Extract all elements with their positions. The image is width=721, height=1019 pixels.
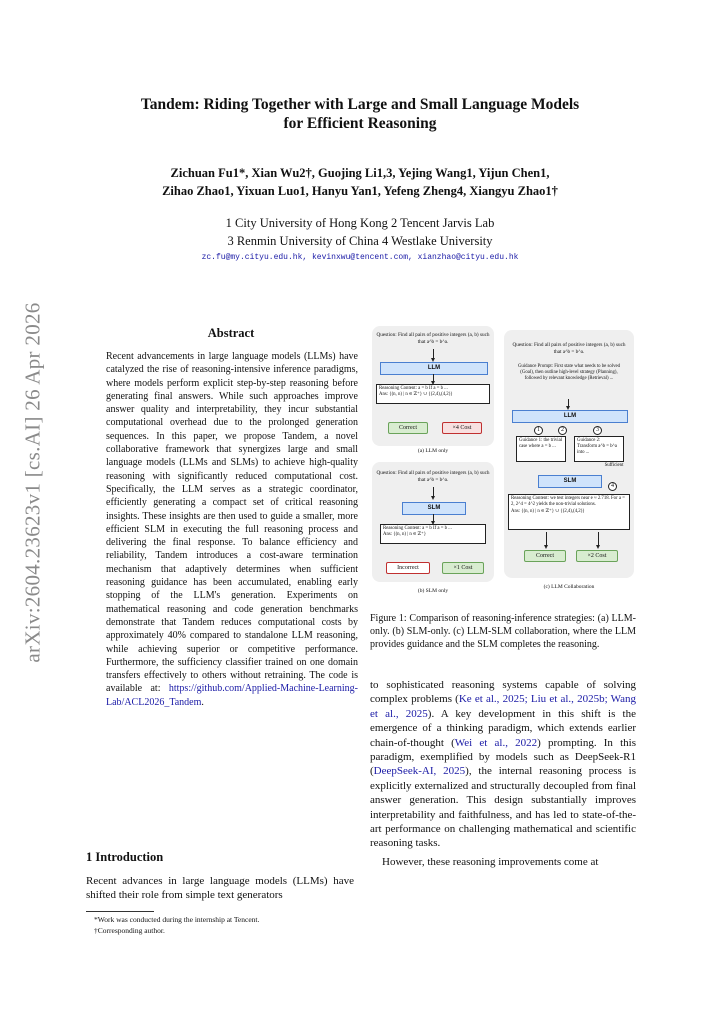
section-heading-introduction: 1 Introduction bbox=[86, 850, 164, 864]
author-emails[interactable]: zc.fu@my.cityu.edu.hk, kevinxwu@tencent.com, xianzhao@cityu.edu.hk bbox=[201, 253, 519, 262]
reasoning-box-b bbox=[380, 524, 486, 544]
intro-paragraph: Recent advances in large language models (LLMs) have shifted their role from simple text generators bbox=[86, 875, 354, 902]
correct-badge-a: Correct bbox=[388, 422, 428, 434]
reasoning-b: Reasoning Content: a = b If a = b ... bbox=[383, 526, 452, 531]
guidance-prompt: Guidance Prompt: First state what needs to be solved (Goal), then outline high-level strategy (Planning), followed by relevant knowledge (Retrieval) ... bbox=[517, 364, 621, 381]
arrow-c1 bbox=[568, 399, 569, 407]
affil-line-2: 3 Renmin University of China 4 Westlake University bbox=[227, 234, 493, 248]
code-link[interactable]: https://github.com/Applied-Machine-Learning-Lab/ACL2026_Tandem bbox=[106, 683, 358, 708]
step-4-marker: 4 bbox=[608, 482, 617, 491]
affil-line-1: 1 City University of Hong Kong 2 Tencent Jarvis Lab bbox=[225, 216, 495, 230]
paper-title bbox=[60, 95, 660, 133]
p1-b: ). A key development in this shift is the emergence of a thinking paradigm, which extends earlier chain-of-thought ( bbox=[370, 707, 636, 749]
p1-d: ), the internal reasoning process is explicitly externalized and structurally decoupled from final answer generation. This design substantially improves interpretability and faithfulness, and has led to state-of-the-art performance on challenging mathematical and scientific reasoning tasks. bbox=[370, 765, 636, 850]
reasoning-c: Reasoning Content: we test integers near e ≈ 2.718. For a = 2, 2^4 = 4^2 yields the non-trivial solutions. bbox=[511, 496, 625, 508]
title-line-2: for Efficient Reasoning bbox=[283, 115, 437, 132]
citation-link-2[interactable]: Wei et al., 2022 bbox=[454, 736, 538, 749]
figure-1 bbox=[368, 322, 636, 608]
figure-caption: Figure 1: Comparison of reasoning-inference strategies: (a) LLM-only. (b) SLM-only. (c) LLM-SLM collaboration, where the LLM provides guidance and the SLM completes the reasoning. bbox=[370, 613, 636, 650]
footnote-rule bbox=[86, 911, 154, 912]
p1-c: ) prompting. In this paradigm, exemplified by models such as DeepSeek-R1 ( bbox=[370, 736, 636, 778]
arrow-b2 bbox=[433, 514, 434, 522]
question-a: Question: Find all pairs of positive integers (a, b) such that a^b = b^a. bbox=[376, 332, 490, 345]
footnote-1: *Work was conducted during the internship at Tencent. bbox=[94, 915, 260, 924]
step-3-marker: 3 bbox=[593, 426, 602, 435]
abstract-body bbox=[106, 350, 358, 709]
p1-a: to sophisticated reasoning systems capable of solving complex problems ( bbox=[370, 679, 636, 706]
arxiv-identifier: arXiv:2604.23623v1 [cs.AI] 26 Apr 2026 bbox=[20, 302, 45, 663]
reasoning-box-a bbox=[376, 384, 490, 404]
arrow-a2 bbox=[433, 374, 434, 382]
sufficient-label: Sufficient bbox=[604, 463, 624, 468]
step-2-marker: 2 bbox=[558, 426, 567, 435]
affiliations bbox=[60, 214, 660, 250]
authors-line-1: Zichuan Fu1*, Xian Wu2†, Guojing Li1,3, Yejing Wang1, Yijun Chen1, bbox=[170, 166, 550, 180]
caption-c: (c) LLM Collaboration bbox=[543, 584, 595, 590]
answer-c: Ans: {(n, n) | n ∈ ℤ⁺} ∪ {(2,4),(4,2)} bbox=[511, 508, 585, 514]
cost-badge-a: ×4 Cost bbox=[442, 422, 482, 434]
answer-b: Ans: {(n, n) | n ∈ ℤ⁺} bbox=[383, 532, 426, 538]
footnotes bbox=[86, 914, 362, 936]
reasoning-a: Reasoning Content: a = b If a = b ... bbox=[379, 386, 448, 391]
slm-box-b: SLM bbox=[402, 502, 466, 515]
arrow-a1 bbox=[433, 349, 434, 359]
slm-box-c: SLM bbox=[538, 475, 602, 488]
arrow-b1 bbox=[433, 487, 434, 497]
author-list bbox=[60, 164, 660, 200]
citation-link-3[interactable]: DeepSeek-AI, 2025 bbox=[373, 765, 466, 778]
answer-a: Ans: {(n, n) | n ∈ ℤ⁺} ∪ {(2,4),(4,2)} bbox=[379, 392, 453, 398]
guidance-2-box: Guidance 2: Transform a^b = b^a into ... bbox=[574, 436, 624, 462]
guidance-1-box: Guidance 1: the trivial case where a = b ... bbox=[516, 436, 566, 462]
arrow-c3 bbox=[598, 532, 599, 546]
authors-line-2: Zihao Zhao1, Yixuan Luo1, Hanyu Yan1, Yefeng Zheng4, Xiangyu Zhao1† bbox=[162, 184, 558, 198]
abstract-end: . bbox=[201, 696, 204, 708]
question-c: Question: Find all pairs of positive integers (a, b) such that a^b = b^a. bbox=[512, 342, 626, 355]
citation-link-1[interactable]: Ke et al., 2025; Liu et al., 2025b; Wang et al., 2025 bbox=[370, 693, 636, 720]
step-1-marker: 1 bbox=[534, 426, 543, 435]
cost-badge-c: ×2 Cost bbox=[576, 550, 618, 562]
caption-b: (b) SLM only bbox=[417, 588, 449, 594]
llm-box-a: LLM bbox=[380, 362, 488, 375]
intro-continued bbox=[370, 678, 636, 869]
right-paragraph-1 bbox=[370, 678, 636, 851]
reasoning-box-c bbox=[508, 494, 630, 530]
title-line-1: Tandem: Riding Together with Large and Small Language Models bbox=[140, 96, 580, 113]
right-paragraph-2: However, these reasoning improvements come at bbox=[382, 855, 599, 868]
cost-badge-b: ×1 Cost bbox=[442, 562, 484, 574]
correct-badge-c: Correct bbox=[524, 550, 566, 562]
abstract-text: Recent advancements in large language models (LLMs) have catalyzed the rise of reasoning-intensive inference paradigms, where models perform explicit step-by-step reasoning before generating final answers. While such approaches improve answer quality and interpretability, they incur substantial computational overhead due to the prolonged generation sequences. In this paper, we propose Tandem, a novel collaborative framework that synergizes large and small language models (LLMs and SLMs) to achieve high-quality reasoning with significantly reduced computational cost. Specifically, the LLM serves as a strategic coordinator, efficiently generating a compact set of critical reasoning insights. These insights are then used to guide a smaller, more efficient SLM in executing the full reasoning process and delivering the final response. To balance efficiency and reliability, Tandem introduces a cost-aware termination mechanism that adaptively determines when sufficient reasoning guidance has been accumulated, enabling early stopping of the LLM's generation. Experiments on mathematical reasoning and code generation benchmarks demonstrate that Tandem reduces computational costs by approximately 40% compared to standalone LLM reasoning, while achieving superior or competitive performance. Furthermore, the sufficiency classifier trained on one domain transfers effectively to others without retraining. The code is available at: bbox=[106, 351, 358, 695]
footnote-2: †Corresponding author. bbox=[94, 926, 165, 935]
question-b: Question: Find all pairs of positive integers (a, b) such that a^b = b^a. bbox=[376, 470, 490, 483]
caption-a: (a) LLM only bbox=[417, 448, 449, 454]
abstract-heading: Abstract bbox=[207, 326, 255, 340]
llm-box-c: LLM bbox=[512, 410, 628, 423]
incorrect-badge-b: Incorrect bbox=[386, 562, 430, 574]
arrow-c2 bbox=[546, 532, 547, 546]
